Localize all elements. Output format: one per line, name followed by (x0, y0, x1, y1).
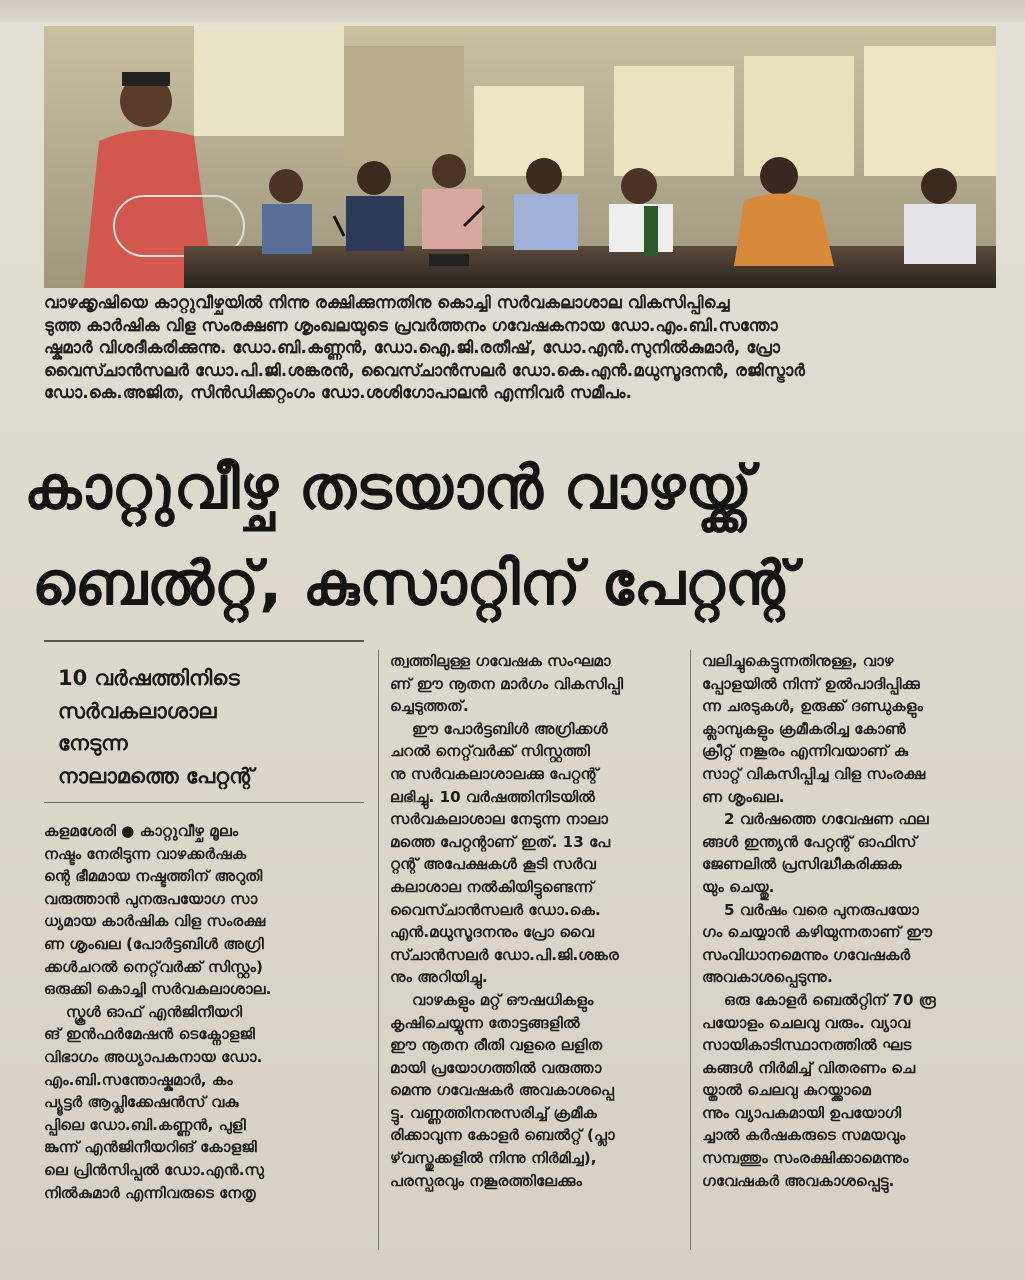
caption-line: ടുത്ത കാർഷിക വിള സംരക്ഷണ ശൃംഖലയുടെ പ്രവർത്തനം ഗവേഷകനായ ഡോ.എം.ബി.സന്തോ (44, 315, 778, 335)
caption-line: വൈസ്ചാൻസലർ ഡോ.പി.ജി.ശങ്കരൻ, വൈസ്ചാൻസലർ ഡോ.കെ.എൻ.മധുസൂദനൻ, രജിസ്ട്രാർ (44, 360, 806, 380)
caption-line: വാഴക്കൃഷിയെ കാറ്റുവീഴ്ചയിൽ നിന്നു രക്ഷിക്കുന്നതിനു കൊച്ചി സർവകലാശാല വികസിപ്പിച്ചെ (44, 293, 730, 312)
body-line: നഷ്ടം നേരിടുന്ന വാഴക്കർഷക (44, 844, 247, 863)
body-line: ഒരുക്കി കൊച്ചി സർവകലാശാല. (44, 980, 272, 999)
body-line: ക്രീറ്റ് നങ്കൂരം എന്നിവയാണ് കു (702, 742, 909, 761)
headline-line-2: ബെൽറ്റ്, കുസാറ്റിന് പേറ്റന്റ് (32, 549, 796, 619)
body-line: എൻ.മധുസൂദനനും പ്രോ വൈ (390, 923, 595, 942)
body-line: ഈ പോർട്ടബിൾ അഗ്രിക്കൾ (412, 719, 608, 738)
body-line: വിഭാഗം അധ്യാപകനായ ഡോ. (44, 1047, 263, 1066)
body-line: ഒരു കോളർ ബെൽറ്റിന് 70 രൂ (724, 990, 936, 1009)
subheadline (58, 662, 358, 792)
body-line: നും അറിയിച്ചു. (390, 968, 488, 987)
headline-line-1: കാറ്റുവീഴ്ച തടയാൻ വാഴയ്ക്ക് (24, 453, 752, 523)
body-line: ണ ശൃംഖല. (702, 787, 785, 806)
body-line: നു സർവകലാശാലക്കു പേറ്റന്റ് (390, 764, 599, 783)
subhead-line: 10 വർഷത്തിനിടെ (58, 666, 240, 690)
body-line: പ്പോളയിൽ നിന്ന് ഉൽപാദിപ്പിക്കു (702, 674, 921, 693)
body-line: മത്തെ പേറ്റന്റാണ് ഇത്. 13 പേ (390, 832, 611, 851)
body-line: ങ്കുന്ന് എൻജിനീയറിങ് കോളജി (44, 1138, 257, 1157)
body-line: ച്ചാൽ കർഷകരുടെ സമയവും (702, 1126, 906, 1145)
body-line: ഴ്‌വസ്തുക്കളിൽ നിന്നു നിർമിച്ച), (390, 1149, 597, 1168)
caption-line: ഡോ.കെ.അജിത, സിൻഡിക്കറ്റംഗം ഡോ.ശശിഗോപാലൻ എന്നിവർ സമീപം. (44, 383, 633, 403)
top-strip (0, 0, 1025, 22)
body-line: സാറ്റ് വികസിപ്പിച്ച വിള സംരക്ഷ (702, 764, 926, 783)
body-line: കളമശേരി ● കാറ്റുവീഴ്ച മൂലം (44, 822, 239, 840)
subhead-top-rule (44, 640, 364, 642)
body-line: രിക്കാവുന്ന കോളർ ബെൽറ്റ് (പ്ലാ (390, 1126, 615, 1145)
body-line: ലഭിച്ചു. 10 വർഷത്തിനിടയിൽ (390, 787, 596, 806)
body-line: ന്നും വ്യാപകമായി ഉപയോഗി (702, 1103, 902, 1122)
body-line: ണ ശൃംഖല (പോർട്ടബിൾ അഗ്രി (44, 934, 264, 953)
body-line: ച്ചെടുത്തത്. (390, 697, 469, 716)
body-line: നിൽകുമാർ എന്നിവരുടെ നേതൃ (44, 1183, 256, 1202)
body-line: പ്യൂട്ടർ ആപ്ലിക്കേഷൻസ് വകു (44, 1093, 239, 1112)
body-line: സംവിധാനമെന്നും ഗവേഷകർ (702, 945, 911, 964)
headline (24, 440, 1014, 632)
body-line: സ്ചാൻസലർ ഡോ.പി.ജി.ശങ്കര (390, 945, 619, 964)
body-line: റ്റന്റ് അപേക്ഷകൾ കൂടി സർവ (390, 855, 596, 874)
body-line: സമ്പത്തും സംരക്ഷിക്കാമെന്നും (702, 1149, 909, 1168)
body-line: ണ് ഈ നൂതന മാർഗം വികസിപ്പി (390, 674, 624, 693)
body-line: വാഴകളും മറ്റ് ഔഷധികളും (412, 990, 594, 1009)
body-line: പയോളം ചെലവു വരും. വ്യാവ (702, 1013, 911, 1032)
caption-line: ഷ്കുമാർ വിശദീകരിക്കുന്നു. ഡോ.ബി.കണ്ണൻ, ഡോ.ഐ.ജി.രതീഷ്, ഡോ.എൻ.സുനിൽകുമാർ, പ്രോ (44, 338, 781, 358)
body-line: ധ്യമായ കാർഷിക വിള സംരക്ഷ (44, 912, 266, 931)
column-rule-2 (690, 650, 691, 1250)
body-line: ക്ലാമ്പുകളും ക്രമീകരിച്ച കോൺ (702, 719, 906, 738)
body-line: ട്ടു. വണ്ണത്തിനനുസരിച്ച് ക്രമീക (390, 1103, 598, 1122)
body-line: 2 വർഷത്തെ ഗവേഷണ ഫല (724, 810, 929, 829)
body-line: കങ്ങൾ നിർമിച്ച് വിതരണം ചെ (702, 1058, 916, 1077)
body-line: വലിച്ചുകെട്ടുന്നതിനുള്ള, വാഴ (702, 652, 894, 670)
body-line: പരസ്പരവും നങ്കൂരത്തിലേക്കും (390, 1171, 583, 1190)
body-line: എം.ബി.സന്തോഷ്കുമാർ, കം (44, 1070, 233, 1089)
body-line: ഈ നൂതന രീതി വളരെ ലളിത (390, 1036, 603, 1055)
body-line: ഗം ചെയ്യാൻ കഴിയുന്നതാണ് ഈ (702, 923, 933, 942)
article-column-2 (390, 650, 680, 1192)
body-line: യ്താൽ ചെലവു കുറയ്ക്കാമെ (702, 1081, 871, 1100)
body-line: ലെ പ്രിൻസിപ്പൽ ഡോ.എൻ.സു (44, 1160, 264, 1179)
press-meet-illustration (44, 26, 996, 288)
body-line: ത്വത്തിലുള്ള ഗവേഷക സംഘമാ (390, 652, 611, 670)
body-line: ജേണലിൽ പ്രസിദ്ധീകരിക്കുക (702, 855, 902, 874)
body-line: യും ചെയ്തു. (702, 877, 775, 896)
body-line: ന്റെ ഭീമമായ നഷ്ടത്തിന് അറുതി (44, 867, 263, 886)
body-line: ങ് ഇൻഫർമേഷൻ ടെക്നോളജി (44, 1025, 255, 1044)
body-line: ന്ന ചരടുകൾ, ഉരുക്ക് ദണ്ഡുകളും (702, 697, 923, 716)
body-line: കലാശാല നൽകിയിട്ടുണ്ടെന്ന് (390, 877, 594, 896)
article-column-1 (44, 820, 364, 1204)
body-line: ക്കൾചറൽ നെറ്റ്‌വർക്ക് സിസ്റ്റം) (44, 957, 263, 976)
body-line: ങ്ങൾ ഇന്ത്യൻ പേറ്റന്റ് ഓഫിസ് (702, 832, 917, 851)
body-line: വരുത്താൻ പുനരുപയോഗ സാ (44, 889, 258, 908)
body-line: മെന്നു ഗവേഷകർ അവകാശപ്പെ (390, 1081, 615, 1100)
body-line: ചറൽ നെറ്റ്‌വർക്ക് സിസ്റ്റത്തി (390, 742, 590, 761)
body-line: ഗവേഷകർ അവകാശപ്പെട്ടു. (702, 1171, 895, 1190)
subhead-line: സർവകലാശാല (58, 698, 217, 723)
body-line: പ്പിലെ ഡോ.ബി.കണ്ണൻ, പുളി (44, 1115, 246, 1134)
photo-caption (44, 292, 996, 405)
body-line: സർവകലാശാല നേടുന്ന നാലാ (390, 810, 608, 829)
body-line: സായികാടിസ്ഥാനത്തിൽ ഘട (702, 1036, 912, 1055)
news-photo (44, 26, 996, 288)
body-line: സ്കൂൾ ഓഫ് എൻജിനീയറി (66, 1002, 243, 1021)
subhead-line: നേടുന്ന (58, 731, 128, 755)
body-line: മായി പ്രയോഗത്തിൽ വരുത്താ (390, 1058, 602, 1077)
body-line: 5 വർഷം വരെ പുനരുപയോ (724, 900, 919, 919)
body-line: അവകാശപ്പെടുന്നു. (702, 968, 833, 987)
article-column-3 (702, 650, 982, 1192)
body-line: കൃഷിചെയ്യുന്ന തോട്ടങ്ങളിൽ (390, 1013, 580, 1032)
subhead-line: നാലാമത്തെ പേറ്റന്റ് (58, 763, 254, 788)
column-rule-1 (378, 650, 379, 1250)
body-line: വൈസ്ചാൻസലർ ഡോ.കെ. (390, 900, 601, 919)
subhead-bottom-rule (44, 802, 364, 803)
